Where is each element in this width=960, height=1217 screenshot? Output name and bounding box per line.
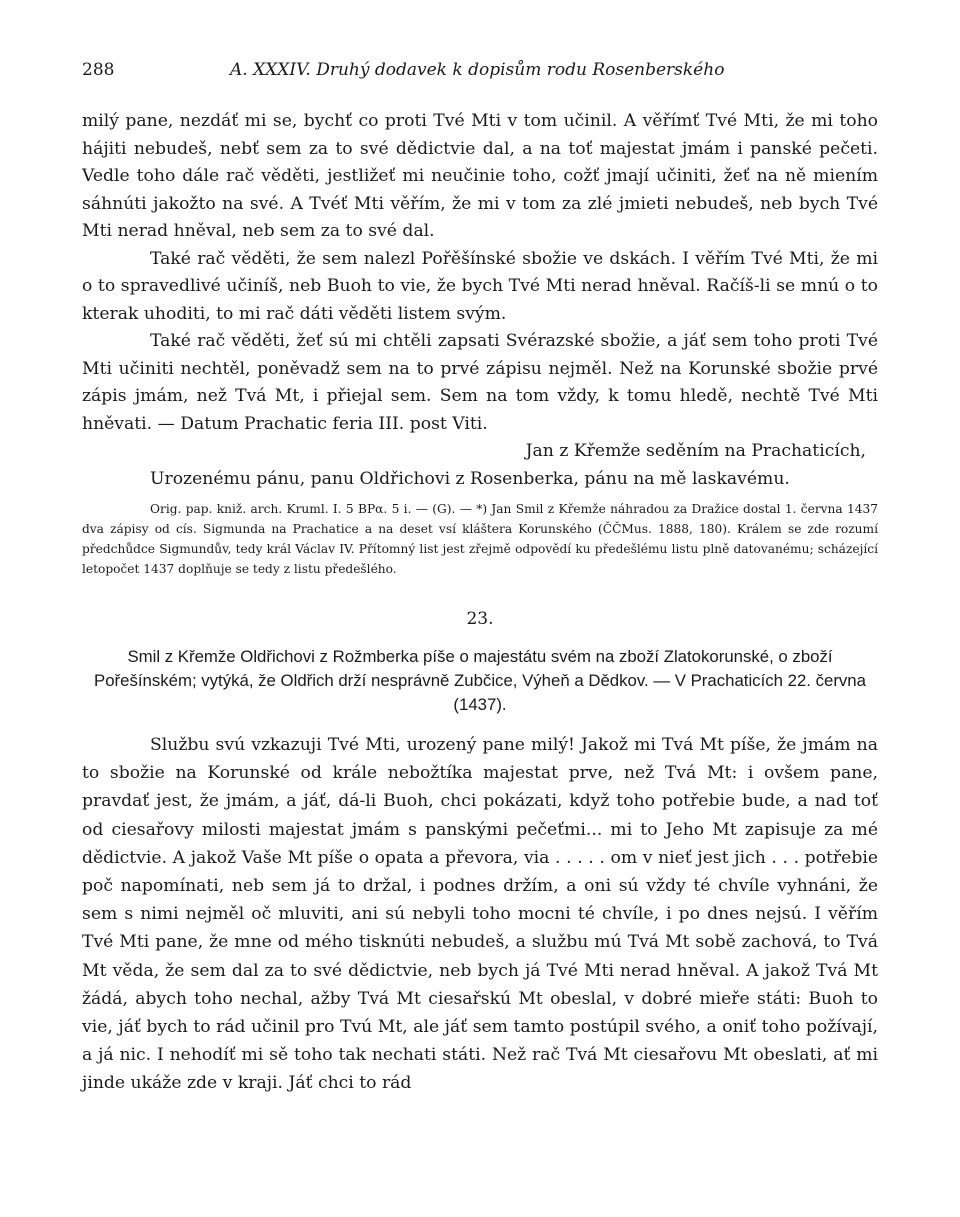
letter-22-body [82, 108, 878, 493]
page-number: 288 [82, 60, 115, 80]
editorial-note [82, 499, 878, 579]
document-regest: Smil z Křemže Oldřichovi z Rožmberka píše o majestátu svém na zboží Zlatokorunské, o zboží Pořešínském; vytýká, že Oldřich drží nesprávně Zubčice, Výheň a Dědkov. — V Prachaticích 22. června (1437). [94, 647, 866, 714]
note-text: Orig. pap. kniž. arch. Kruml. I. 5 BPα. 5 i. — (G). — *) Jan Smil z Křemže náhradou za Dražice dostal 1. června 1437 dva zápisy od cís. Sigmunda na Prachatice a na deset vsí kláštera Korunského (ČČMus. 1888, 180). Králem se zde rozumí předchůdce Sigmundův, tedy král Václav IV. Přítomný list jest zřejmě odpovědí ku předešlému listu plně datovanému; scházející letopočet 1437 doplňuje se tedy z listu předešlého. [82, 502, 878, 576]
page-header [82, 60, 878, 88]
paragraph: Také rač věděti, žeť sú mi chtěli zapsati Svérazské sbožie, a jáť sem toho proti Tvé Mti učiniti nechtěl, poněvadž sem na to prvé zápisu nejměl. Než na Korunské sbožie prvé zápis jmám, než Tvá Mt, i přiejal sem. Sem na tom vždy, k tomu hledě, nechtě Tvé Mti hněvati. — Datum Prachatic feria III. post Viti. [82, 331, 878, 434]
paragraph: milý pane, nezdáť mi se, bychť co proti Tvé Mti v tom učinil. A věřímť Tvé Mti, že mi toho hájiti nebudeš, nebť sem za to své dědictvie dal, a na toť majestat jmám i panské pečeti. Vedle toho dále rač věděti, jestližeť mi neučinie toho, cožť jmají učiniti, žeť na ně miením sáhnúti jakožto na své. A Tvéť Mti věřím, že mi v tom za zlé jmieti nebudeš, neb bych Tvé Mti nerad hněval, neb sem za to své dal. [82, 111, 878, 241]
document-number: 23. [466, 609, 494, 629]
paragraph: Také rač věděti, že sem nalezl Pořěšínské sbožie ve dskách. I věřím Tvé Mti, že mi o to spravedlivé učiníš, neb Buoh to vie, že bych Tvé Mti nerad hněval. Račíš-li se mnú o to kterak uhoditi, to mi rač dáti věděti listem svým. [82, 248, 878, 324]
running-title: A. XXXIV. Druhý dodavek k dopisům rodu Rosenberského [230, 60, 725, 80]
paragraph: Službu svú vzkazuji Tvé Mti, urozený pane milý! Jakož mi Tvá Mt píše, že jmám na to sbožie na Korunské od krále nebožtíka majestat prve, než Tvá Mt: i ovšem pane, pravdať jest, že jmám, a jáť, dá-li Buoh, chci pokázati, když toho potřebie bude, a nad toť od ciesařovy milosti majestat jmám s panskými pečeťmi... mi to Jeho Mt zapisuje za mé dědictvie. A jakož Vaše Mt píše o opata a převora, via . . . . . om v nieť jest jich . . . potřebie poč napomínati, neb sem já to držal, i podnes držím, a oni sú vždy té chvíle vyhnáni, že sem s nimi nejměl oč mluviti, ani sú nebyli toho mocni té chvíle, i po dnes nejsú. I věřím Tvé Mti pane, že mne od mého tisknúti nebudeš, a službu mú Tvá Mt sobě zachová, to Tvá Mt věda, že sem dal za to své dědictvie, neb bych já Tvé Mti nerad hněval. A jakož Tvá Mt žádá, abych toho nechal, ažby Tvá Mt ciesařskú Mt obeslal, v dobré mieře státi: Buoh to vie, jáť bych to rád učinil pro Tvú Mt, ale jáť sem tamto postúpil svého, a oniť toho požívají, a já nic. I nehodíť mi sě toho tak nechati státi. Než rač Tvá Mt ciesařovu Mt obeslati, ať mi jinde ukáže zde v kraji. Jáť chci to rád [82, 735, 878, 1094]
letter-23-body [82, 731, 878, 1098]
signature: Jan z Křemže seděním na Prachaticích, [525, 441, 866, 461]
address-line: Urozenému pánu, panu Oldřichovi z Rosenberka, pánu na mě laskavému. [150, 468, 790, 489]
